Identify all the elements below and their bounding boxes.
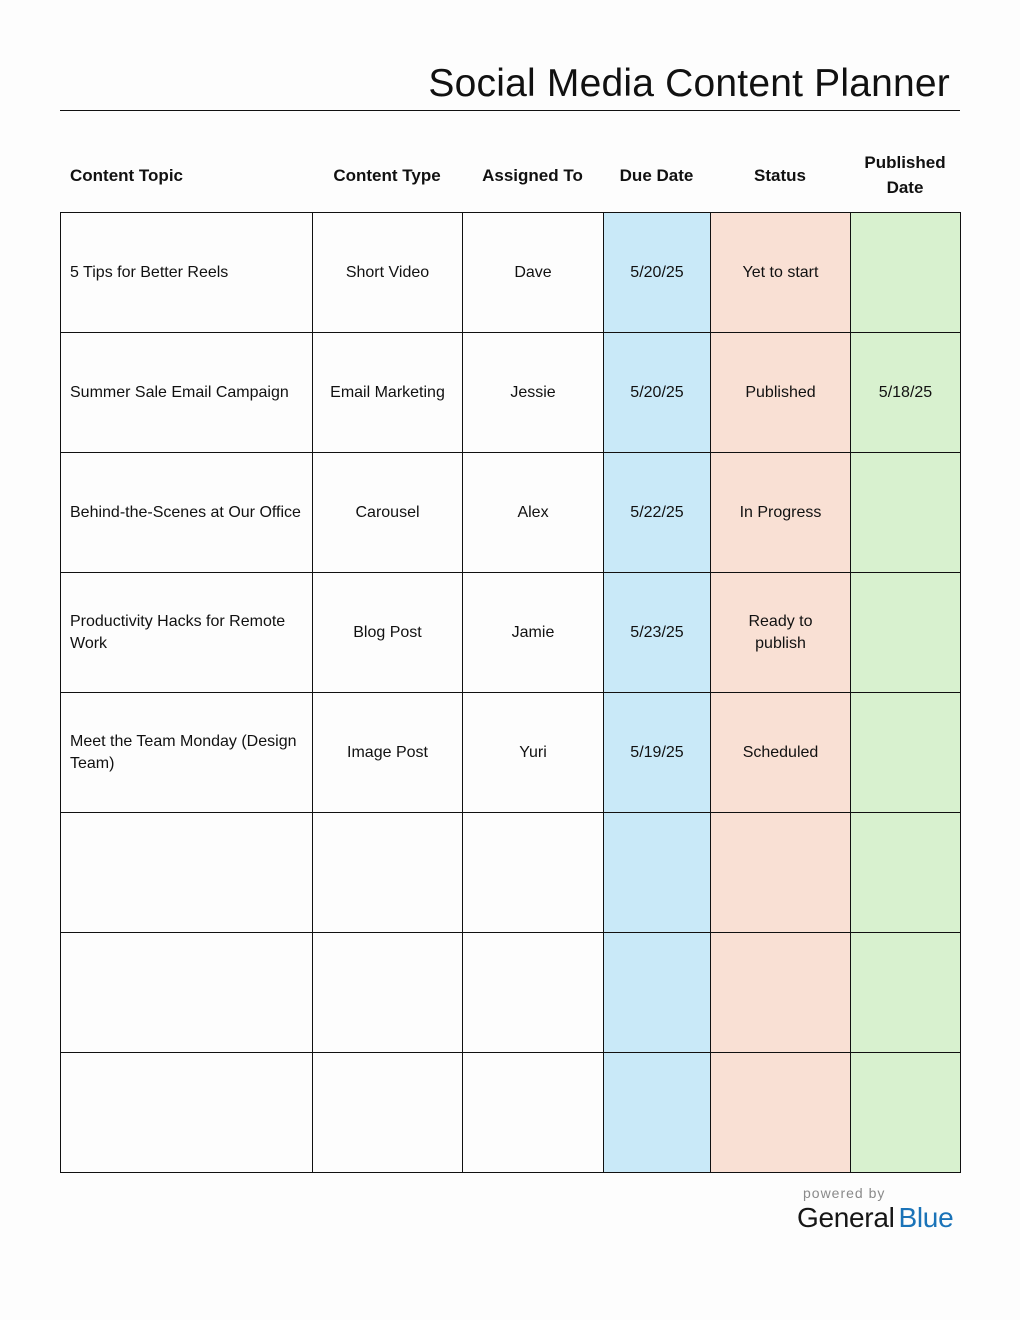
cell-published-date[interactable] bbox=[851, 213, 961, 333]
cell-published-date[interactable] bbox=[851, 933, 961, 1053]
status-text: Scheduled bbox=[742, 743, 819, 761]
cell-published-date[interactable]: 5/18/25 bbox=[851, 333, 961, 453]
cell-content-topic[interactable]: 5 Tips for Better Reels bbox=[61, 213, 313, 333]
table-header bbox=[60, 140, 960, 210]
cell-content-type[interactable] bbox=[313, 813, 463, 933]
status-text: Ready to publish bbox=[748, 612, 813, 652]
cell-assigned-to[interactable]: Jessie bbox=[463, 333, 604, 453]
table-row-empty bbox=[61, 933, 961, 1053]
cell-assigned-to[interactable]: Jamie bbox=[463, 573, 604, 693]
cell-due-date[interactable]: 5/23/25 bbox=[604, 573, 711, 693]
table-row-empty bbox=[61, 813, 961, 933]
header-published-date-label: Published Date bbox=[864, 153, 946, 197]
cell-due-date[interactable]: 5/22/25 bbox=[604, 453, 711, 573]
status-text: In Progress bbox=[739, 503, 822, 521]
cell-published-date[interactable] bbox=[851, 693, 961, 813]
powered-by-label: powered by bbox=[803, 1185, 886, 1201]
header-status: Status bbox=[754, 165, 806, 185]
cell-assigned-to[interactable] bbox=[463, 1053, 604, 1173]
header-content-type: Content Type bbox=[333, 165, 441, 185]
cell-content-type[interactable]: Blog Post bbox=[313, 573, 463, 693]
cell-content-type[interactable]: Email Marketing bbox=[313, 333, 463, 453]
cell-status[interactable] bbox=[711, 453, 851, 573]
cell-published-date[interactable] bbox=[851, 813, 961, 933]
cell-due-date[interactable]: 5/20/25 bbox=[604, 333, 711, 453]
generalblue-logo[interactable] bbox=[797, 1202, 953, 1234]
brand-text-general: General bbox=[797, 1202, 895, 1233]
cell-due-date[interactable] bbox=[604, 1053, 711, 1173]
cell-content-topic[interactable]: Behind-the-Scenes at Our Office bbox=[61, 453, 313, 573]
cell-due-date[interactable]: 5/20/25 bbox=[604, 213, 711, 333]
header-content-topic: Content Topic bbox=[70, 165, 183, 185]
header-due-date: Due Date bbox=[619, 165, 694, 185]
cell-assigned-to[interactable]: Dave bbox=[463, 213, 604, 333]
cell-status[interactable] bbox=[711, 813, 851, 933]
cell-content-topic[interactable]: Productivity Hacks for Remote Work bbox=[61, 573, 313, 693]
cell-status[interactable] bbox=[711, 573, 851, 693]
content-planner-table bbox=[60, 212, 961, 1173]
cell-content-topic[interactable] bbox=[61, 813, 313, 933]
cell-due-date[interactable] bbox=[604, 933, 711, 1053]
cell-published-date[interactable] bbox=[851, 453, 961, 573]
title-divider bbox=[60, 110, 960, 111]
cell-content-topic[interactable]: Meet the Team Monday (Design Team) bbox=[61, 693, 313, 813]
table-row bbox=[61, 573, 961, 693]
cell-assigned-to[interactable] bbox=[463, 813, 604, 933]
header-assigned-to: Assigned To bbox=[482, 165, 583, 185]
table-row bbox=[61, 213, 961, 333]
table-row bbox=[61, 453, 961, 573]
cell-status[interactable] bbox=[711, 213, 851, 333]
cell-status[interactable] bbox=[711, 1053, 851, 1173]
cell-content-topic[interactable]: Summer Sale Email Campaign bbox=[61, 333, 313, 453]
cell-content-topic[interactable] bbox=[61, 933, 313, 1053]
cell-due-date[interactable] bbox=[604, 813, 711, 933]
table-row bbox=[61, 333, 961, 453]
brand-text-blue: Blue bbox=[898, 1202, 954, 1233]
cell-assigned-to[interactable]: Alex bbox=[463, 453, 604, 573]
cell-content-type[interactable]: Short Video bbox=[313, 213, 463, 333]
cell-content-topic[interactable] bbox=[61, 1053, 313, 1173]
status-text: Yet to start bbox=[742, 263, 819, 281]
cell-due-date[interactable]: 5/19/25 bbox=[604, 693, 711, 813]
table-row-empty bbox=[61, 1053, 961, 1173]
cell-published-date[interactable] bbox=[851, 573, 961, 693]
cell-content-type[interactable] bbox=[313, 1053, 463, 1173]
cell-status[interactable] bbox=[711, 693, 851, 813]
cell-status[interactable] bbox=[711, 933, 851, 1053]
cell-content-type[interactable]: Carousel bbox=[313, 453, 463, 573]
header-published-date bbox=[850, 140, 960, 210]
table-row bbox=[61, 693, 961, 813]
cell-published-date[interactable] bbox=[851, 1053, 961, 1173]
cell-assigned-to[interactable] bbox=[463, 933, 604, 1053]
cell-content-type[interactable] bbox=[313, 933, 463, 1053]
cell-content-type[interactable]: Image Post bbox=[313, 693, 463, 813]
status-text: Published bbox=[745, 383, 816, 401]
cell-assigned-to[interactable]: Yuri bbox=[463, 693, 604, 813]
page-title: Social Media Content Planner bbox=[428, 62, 950, 105]
cell-status[interactable] bbox=[711, 333, 851, 453]
